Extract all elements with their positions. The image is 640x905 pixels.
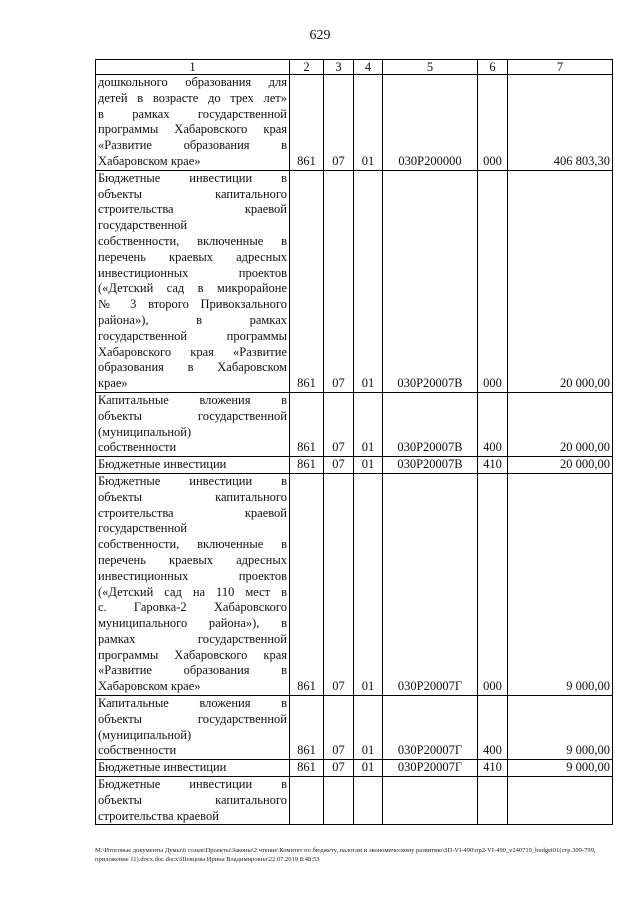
description-line: Бюджетные инвестиции в (98, 473, 287, 488)
subsection-code: 01 (354, 760, 383, 777)
ministry-code: 861 (290, 760, 324, 777)
target-item-code: 030Р20007Г (383, 760, 478, 777)
table-row (96, 760, 613, 777)
description-line: государственной (98, 521, 188, 536)
target-item-code: 030Р20007Г (383, 473, 478, 695)
description-line: в рамках государственной (98, 106, 287, 121)
target-item-code: 030Р20007В (383, 457, 478, 474)
description-line: собственности (98, 743, 177, 758)
description-line: Бюджетные инвестиции в (98, 777, 287, 792)
subsection-code: 01 (354, 170, 383, 392)
section-code: 07 (324, 473, 354, 695)
section-code: 07 (324, 170, 354, 392)
ministry-code: 861 (290, 75, 324, 171)
expense-type-code: 000 (478, 75, 508, 171)
row-description (96, 760, 290, 777)
table-row (96, 473, 613, 695)
row-description (96, 457, 290, 474)
expense-type-code: 000 (478, 170, 508, 392)
amount-value: 9 000,00 (508, 473, 613, 695)
description-line: Бюджетные инвестиции в (98, 170, 287, 185)
amount-value (508, 777, 613, 825)
expense-type-code: 400 (478, 696, 508, 760)
budget-table (95, 59, 613, 825)
description-line: собственности, включенные в (98, 537, 287, 552)
description-line: объекты капитального (98, 489, 287, 504)
target-item-code: 030Р20007В (383, 392, 478, 456)
description-line: объекты государственной (98, 711, 287, 726)
description-line: («Детский сад в микрорайоне (98, 281, 287, 296)
description-line: (муниципальной) (98, 424, 192, 439)
description-line: Бюджетные инвестиции (98, 760, 227, 775)
description-line: строительства краевой (98, 808, 219, 823)
description-line: рамках государственной (98, 631, 287, 646)
subsection-code: 01 (354, 696, 383, 760)
description-line: объекты капитального (98, 186, 287, 201)
section-code: 07 (324, 760, 354, 777)
expense-type-code (478, 777, 508, 825)
description-line: Капитальные вложения в (98, 392, 287, 407)
section-code: 07 (324, 457, 354, 474)
header-col-2: 2 (290, 60, 324, 75)
header-col-4: 4 (354, 60, 383, 75)
description-line: детей в возрасте до трех лет» (98, 90, 287, 105)
row-description (96, 170, 290, 392)
subsection-code: 01 (354, 457, 383, 474)
ministry-code: 861 (290, 457, 324, 474)
subsection-code: 01 (354, 473, 383, 695)
table-row (96, 392, 613, 456)
description-line: перечень краевых адресных (98, 552, 287, 567)
description-line: инвестиционных проектов (98, 568, 287, 583)
subsection-code: 01 (354, 75, 383, 171)
description-line: объекты государственной (98, 408, 287, 423)
ministry-code: 861 (290, 170, 324, 392)
expense-type-code: 410 (478, 457, 508, 474)
description-line: района»), в рамках (98, 312, 287, 327)
ministry-code: 861 (290, 392, 324, 456)
ministry-code: 861 (290, 696, 324, 760)
target-item-code: 030Р20007В (383, 170, 478, 392)
description-line: № 3 второго Привокзального (98, 297, 287, 312)
description-line: объекты капитального (98, 792, 287, 807)
amount-value: 20 000,00 (508, 392, 613, 456)
row-description (96, 473, 290, 695)
description-line: строительства краевой (98, 505, 287, 520)
description-line: Бюджетные инвестиции (98, 457, 227, 472)
row-description (96, 696, 290, 760)
description-line: перечень краевых адресных (98, 249, 287, 264)
description-line: собственности (98, 440, 177, 455)
description-line: государственной программы (98, 328, 287, 343)
expense-type-code: 410 (478, 760, 508, 777)
description-line: собственности, включенные в (98, 233, 287, 248)
header-col-7: 7 (508, 60, 613, 75)
expense-type-code: 000 (478, 473, 508, 695)
table-row (96, 696, 613, 760)
header-col-3: 3 (324, 60, 354, 75)
subsection-code: 01 (354, 392, 383, 456)
row-description (96, 75, 290, 171)
description-line: Хабаровского края «Развитие (98, 344, 287, 359)
table-header-row (96, 60, 613, 75)
table-row (96, 457, 613, 474)
row-description (96, 777, 290, 825)
amount-value: 9 000,00 (508, 760, 613, 777)
ministry-code: 861 (290, 473, 324, 695)
table-row (96, 777, 613, 825)
description-line: крае» (98, 376, 128, 391)
amount-value: 20 000,00 (508, 457, 613, 474)
row-description (96, 392, 290, 456)
expense-type-code: 400 (478, 392, 508, 456)
description-line: программы Хабаровского края (98, 122, 287, 137)
amount-value: 9 000,00 (508, 696, 613, 760)
document-path-footer: M:\Итоговые документы Думы\6 созыв\Проекты\Законы\2 чтение\Комитет по бюджету, налогам и экономическому развитию\3П-VI-490\пр2-VI-490_v240719_budget01(стр.309-799, приложение 11).docx.doc.docx\Шевцова Ирина Владимировна\22.07.2019 8:48:53 (95, 847, 596, 863)
description-line: государственной (98, 218, 188, 233)
section-code (324, 777, 354, 825)
target-item-code (383, 777, 478, 825)
description-line: образования в Хабаровском (98, 360, 287, 375)
subsection-code (354, 777, 383, 825)
target-item-code: 030Р20007Г (383, 696, 478, 760)
ministry-code (290, 777, 324, 825)
header-col-1: 1 (96, 60, 290, 75)
description-line: Капитальные вложения в (98, 696, 287, 711)
description-line: («Детский сад на 110 мест в (98, 584, 287, 599)
header-col-5: 5 (383, 60, 478, 75)
description-line: строительства краевой (98, 202, 287, 217)
section-code: 07 (324, 696, 354, 760)
table-row (96, 170, 613, 392)
table-row (96, 75, 613, 171)
description-line: инвестиционных проектов (98, 265, 287, 280)
amount-value: 20 000,00 (508, 170, 613, 392)
section-code: 07 (324, 75, 354, 171)
description-line: муниципального района»), в (98, 616, 287, 631)
target-item-code: 030Р200000 (383, 75, 478, 171)
description-line: Хабаровском крае» (98, 679, 201, 694)
description-line: с. Гаровка-2 Хабаровского (98, 600, 287, 615)
amount-value: 406 803,30 (508, 75, 613, 171)
header-col-6: 6 (478, 60, 508, 75)
table-body (96, 75, 613, 825)
section-code: 07 (324, 392, 354, 456)
description-line: дошкольного образования для (98, 75, 287, 89)
description-line: «Развитие образования в (98, 138, 287, 153)
description-line: Хабаровском крае» (98, 153, 201, 168)
description-line: «Развитие образования в (98, 663, 287, 678)
description-line: программы Хабаровского края (98, 647, 287, 662)
page-number: 629 (309, 28, 331, 43)
description-line: (муниципальной) (98, 727, 192, 742)
